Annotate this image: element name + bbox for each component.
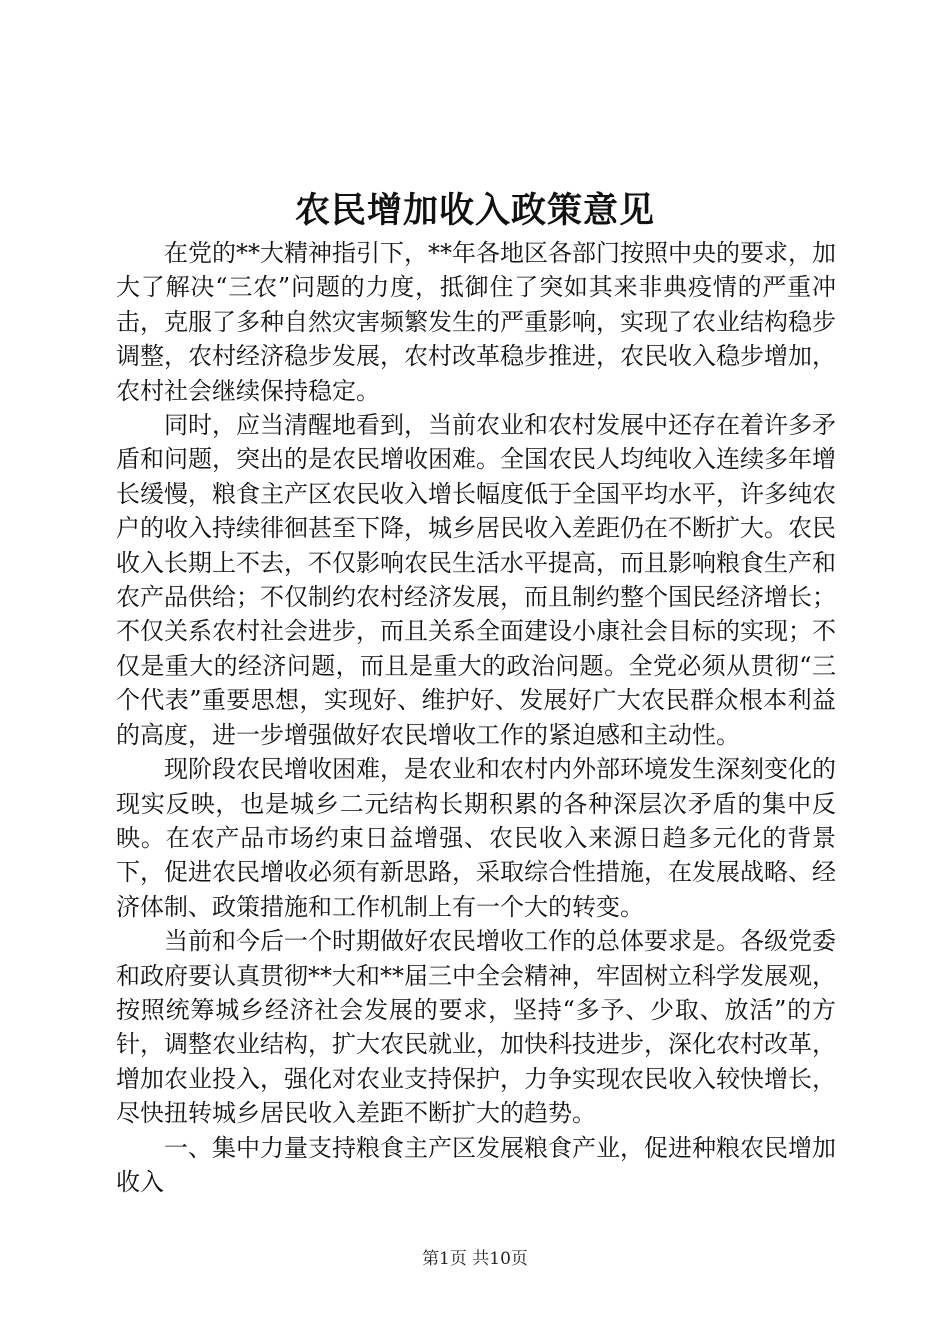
section-heading: 一、集中力量支持粮食主产区发展粮食产业，促进种粮农民增加收入 [116, 1133, 836, 1196]
document-title: 农民增加收入政策意见 [294, 190, 655, 231]
paragraph: 现阶段农民增收困难，是农业和农村内外部环境发生深刻变化的现实反映，也是城乡二元结构长期积累的各种深层次矛盾的集中反映。在农产品市场约束日益增强、农民收入来源日趋多元化的背景下，促进农民增收必须有新思路，采取综合性措施，在发展战略、经济体制、政策措施和工作机制上有一个大的转变。 [116, 755, 836, 921]
paragraph: 同时，应当清醒地看到，当前农业和农村发展中还存在着许多矛盾和问题，突出的是农民增收困难。全国农民人均纯收入连续多年增长缓慢，粮食主产区农民收入增长幅度低于全国平均水平，许多纯农户的收入持续徘徊甚至下降，城乡居民收入差距仍在不断扩大。农民收入长期上不去，不仅影响农民生活水平提高，而且影响粮食生产和农产品供给；不仅制约农村经济发展，而且制约整个国民经济增长；不仅关系农村社会进步，而且关系全面建设小康社会目标的实现；不仅是重大的经济问题，而且是重大的政治问题。全党必须从贯彻“三个代表”重要思想，实现好、维护好、发展好广大农民群众根本利益的高度，进一步增强做好农民增收工作的紧迫感和主动性。 [116, 411, 836, 749]
page-number-footer: 第1页 共10页 [422, 1249, 528, 1269]
document-body [116, 236, 836, 1199]
paragraph: 在党的**大精神指引下，**年各地区各部门按照中央的要求，加大了解决“三农”问题的力度，抵御住了突如其来非典疫情的严重冲击，克服了多种自然灾害频繁发生的严重影响，实现了农业结构稳步调整，农村经济稳步发展，农村改革稳步推进，农民收入稳步增加，农村社会继续保持稳定。 [116, 239, 836, 405]
paragraph: 当前和今后一个时期做好农民增收工作的总体要求是。各级党委和政府要认真贯彻**大和**届三中全会精神，牢固树立科学发展观，按照统筹城乡经济社会发展的要求，坚持“多予、少取、放活”的方针，调整农业结构，扩大农民就业，加快科技进步，深化农村改革，增加农业投入，强化对农业支持保护，力争实现农民收入较快增长，尽快扭转城乡居民收入差距不断扩大的趋势。 [116, 927, 836, 1128]
